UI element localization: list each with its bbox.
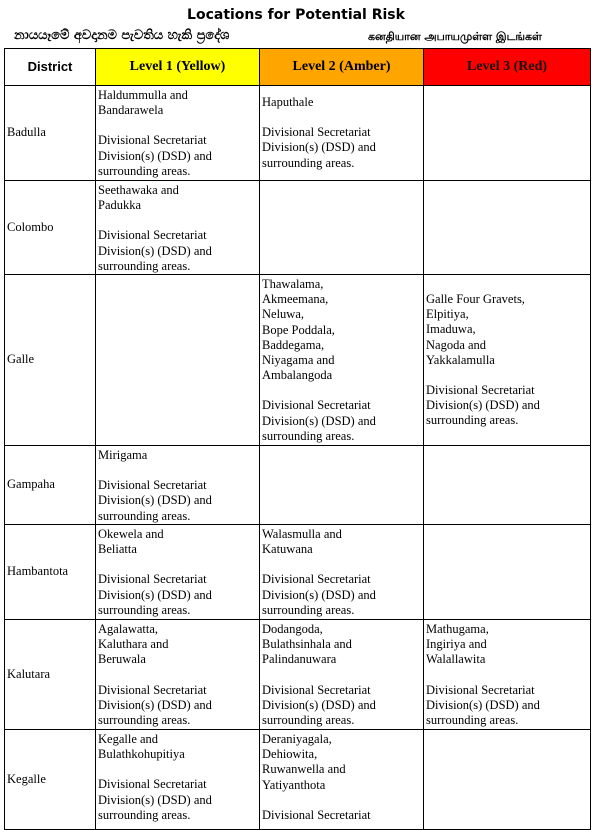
level2-cell bbox=[260, 525, 424, 620]
header-level2: Level 2 (Amber) bbox=[260, 49, 424, 86]
level1-cell bbox=[96, 446, 260, 525]
level2-cell bbox=[260, 275, 424, 446]
dsd-note: Divisional Secretariat Division(s) (DSD) and surrounding areas. bbox=[98, 572, 212, 617]
district-cell: Badulla bbox=[5, 86, 96, 181]
location-list: Haputhale bbox=[262, 95, 314, 109]
table-header-row bbox=[5, 49, 591, 86]
location-list: Galle Four Gravets, Elpitiya, Imaduwa, Nagoda and Yakkalamulla bbox=[426, 292, 525, 367]
dsd-note: Divisional Secretariat Division(s) (DSD) and surrounding areas. bbox=[262, 125, 376, 170]
district-cell: Hambantota bbox=[5, 525, 96, 620]
level1-cell bbox=[96, 86, 260, 181]
location-list: Walasmulla and Katuwana bbox=[262, 527, 342, 557]
dsd-note: Divisional Secretariat Division(s) (DSD) and surrounding areas. bbox=[98, 133, 212, 178]
location-list: Deraniyagala, Dehiowita, Ruwanwella and Yatiyanthota bbox=[262, 732, 346, 792]
level1-cell bbox=[96, 620, 260, 730]
location-list: Mathugama, Ingiriya and Walallawita bbox=[426, 622, 489, 667]
level2-cell bbox=[260, 86, 424, 181]
table-row bbox=[5, 275, 591, 446]
header-level1: Level 1 (Yellow) bbox=[96, 49, 260, 86]
district-cell: Galle bbox=[5, 275, 96, 446]
level1-cell bbox=[96, 730, 260, 830]
level2-cell bbox=[260, 181, 424, 275]
table-row bbox=[5, 446, 591, 525]
dsd-note: Divisional Secretariat Division(s) (DSD) and surrounding areas. bbox=[426, 682, 540, 728]
district-cell: Kalutara bbox=[5, 620, 96, 730]
dsd-note: Divisional Secretariat Division(s) (DSD) and surrounding areas. bbox=[426, 383, 540, 428]
subtitle-tamil: கனதியான அபாயமுள்ள இடங்கள் bbox=[368, 30, 542, 43]
header-district: District bbox=[5, 49, 96, 86]
location-list: Dodangoda, Bulathsinhala and Palindanuwara bbox=[262, 622, 352, 667]
location-list: Mirigama bbox=[98, 448, 148, 463]
location-list: Kegalle and Bulathkohupitiya bbox=[98, 732, 185, 762]
level2-cell bbox=[260, 730, 424, 830]
level3-cell bbox=[424, 620, 591, 730]
table-row bbox=[5, 181, 591, 275]
district-cell: Gampaha bbox=[5, 446, 96, 525]
dsd-note: Divisional Secretariat Division(s) (DSD) and surrounding areas. bbox=[98, 777, 212, 822]
location-list: Thawalama, Akmeemana, Neluwa, Bope Poddala, Baddegama, Niyagama and Ambalangoda bbox=[262, 277, 335, 383]
location-list: Seethawaka and Padukka bbox=[98, 183, 179, 213]
level3-cell bbox=[424, 275, 591, 446]
table-row bbox=[5, 620, 591, 730]
table-row bbox=[5, 730, 591, 830]
dsd-note: Divisional Secretariat Division(s) (DSD) and surrounding areas. bbox=[262, 398, 376, 443]
district-cell: Colombo bbox=[5, 181, 96, 275]
level3-cell bbox=[424, 181, 591, 275]
district-cell: Kegalle bbox=[5, 730, 96, 830]
location-list: Haldummulla and Bandarawela bbox=[98, 88, 188, 118]
location-list: Okewela and Beliatta bbox=[98, 527, 164, 557]
level2-cell bbox=[260, 620, 424, 730]
level3-cell bbox=[424, 730, 591, 830]
dsd-note-partial: Divisional Secretariat bbox=[262, 807, 371, 822]
level1-cell bbox=[96, 525, 260, 620]
dsd-note: Divisional Secretariat Division(s) (DSD) and surrounding areas. bbox=[98, 228, 212, 273]
dsd-note: Divisional Secretariat Division(s) (DSD) and surrounding areas. bbox=[98, 682, 212, 728]
level1-cell bbox=[96, 275, 260, 446]
table-row bbox=[5, 525, 591, 620]
header-level3: Level 3 (Red) bbox=[424, 49, 591, 86]
level1-cell bbox=[96, 181, 260, 275]
level2-cell bbox=[260, 446, 424, 525]
location-list: Agalawatta, Kaluthara and Beruwala bbox=[98, 622, 169, 667]
risk-table bbox=[4, 48, 591, 830]
table-row bbox=[5, 86, 591, 181]
subtitle-sinhala: නායයෑමේ අවදානම පැවතිය හැකි ප්‍රදේශ bbox=[14, 28, 230, 43]
level3-cell bbox=[424, 525, 591, 620]
dsd-note: Divisional Secretariat Division(s) (DSD) and surrounding areas. bbox=[262, 682, 376, 728]
page-title: Locations for Potential Risk bbox=[187, 7, 405, 23]
level3-cell bbox=[424, 86, 591, 181]
level3-cell bbox=[424, 446, 591, 525]
dsd-note: Divisional Secretariat Division(s) (DSD) and surrounding areas. bbox=[262, 572, 376, 617]
dsd-note: Divisional Secretariat Division(s) (DSD) and surrounding areas. bbox=[98, 478, 212, 523]
